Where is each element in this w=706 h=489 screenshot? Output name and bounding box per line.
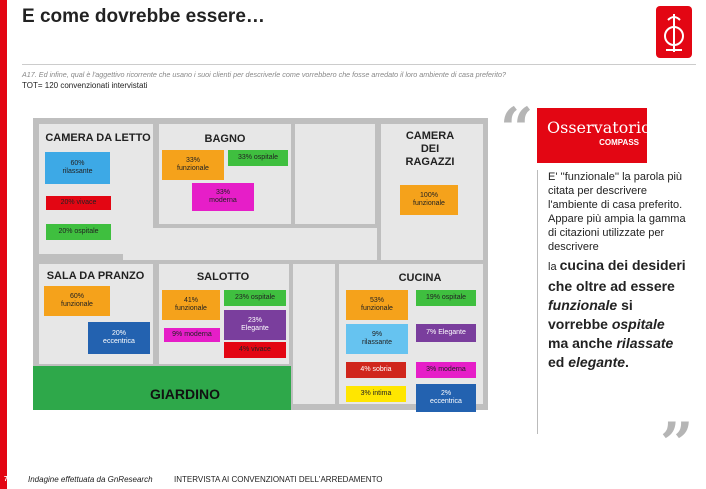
hl-e: ospitale xyxy=(611,316,665,332)
label-bagno-moderna: 33% moderna xyxy=(192,183,254,211)
label-camera-rilassante: 60% rilassante xyxy=(45,152,110,184)
sample-size: TOT= 120 convenzionati intervistati xyxy=(22,81,148,90)
hl-j: . xyxy=(625,354,629,370)
page-title: E come dovrebbe essere… xyxy=(22,6,265,27)
label-salotto-ospitale: 23% ospitale xyxy=(224,290,286,306)
label-camera-ospitale: 20% ospitale xyxy=(46,224,111,240)
hl-a: la xyxy=(548,261,560,273)
footer-source: Indagine effettuata da GnResearch xyxy=(28,475,153,484)
room-name-camera-da-letto: CAMERA DA LETTO xyxy=(45,132,151,144)
hl-f: ma anche xyxy=(548,335,617,351)
label-salotto-elegante: 23% Elegante xyxy=(224,310,286,340)
title-divider xyxy=(22,64,696,65)
osservatorio-subtitle: COMPASS xyxy=(599,138,639,147)
close-quote-icon: ” xyxy=(660,410,694,478)
hl-g: rilassate xyxy=(616,335,674,351)
hl-c: funzionale xyxy=(548,297,618,313)
page-number: 7 xyxy=(4,476,8,483)
commentary-highlight xyxy=(548,256,688,372)
osservatorio-title: Osservatorio xyxy=(547,118,651,137)
label-ragazzi-funzionale: 100% funzionale xyxy=(400,185,458,215)
open-quote-icon: “ xyxy=(500,95,534,163)
label-cucina-funzionale: 53% funzionale xyxy=(346,290,408,320)
label-cucina-moderna: 3% moderna xyxy=(416,362,476,378)
footer-subject: INTERVISTA AI CONVENZIONATI DELL'ARREDAMENTO xyxy=(174,475,383,484)
label-salotto-vivace: 4% vivace xyxy=(224,342,286,358)
label-salotto-moderna: 9% moderna xyxy=(164,328,220,342)
brand-logo xyxy=(656,6,692,58)
room-corridor-top xyxy=(295,124,375,224)
label-bagno-ospitale: 33% ospitale xyxy=(228,150,288,166)
hl-d: si vorrebbe xyxy=(548,297,633,332)
commentary-range: Appare più ampia la gamma di citazioni utilizzate per descrivere xyxy=(548,213,686,253)
label-sala-eccentrica: 20% eccentrica xyxy=(88,322,150,354)
osservatorio-logo xyxy=(537,108,651,163)
survey-question: A17. Ed infine, qual è l'aggettivo ricorrente che usano i suoi clienti per descriverle come vorrebbero che fosse arredato il loro ambiente di casa preferito? xyxy=(22,70,506,79)
label-cucina-eccentrica: 2% eccentrica xyxy=(416,384,476,412)
left-accent-bar xyxy=(0,0,7,489)
commentary-intro: E' ''funzionale'' la parola più citata per descrivere l'ambiente di casa preferito. xyxy=(548,171,683,211)
commentary xyxy=(548,170,688,372)
label-cucina-elegante: 7% Elegante xyxy=(416,324,476,342)
text-divider xyxy=(537,170,538,434)
room-hall xyxy=(293,264,335,404)
camera-ragazzi-line: CAMERA DEI RAGAZZI xyxy=(405,130,455,168)
room-name-salotto: SALOTTO xyxy=(196,271,250,283)
hl-b: cucina dei desideri che oltre ad essere xyxy=(548,257,686,294)
room-name-sala-da-pranzo: SALA DA PRANZO xyxy=(46,270,145,282)
room-corridor xyxy=(123,228,377,260)
label-bagno-funzionale: 33% funzionale xyxy=(162,150,224,180)
label-cucina-sobria: 4% sobria xyxy=(346,362,406,378)
label-cucina-ospitale: 19% ospitale xyxy=(416,290,476,306)
room-name-bagno: BAGNO xyxy=(204,133,246,145)
label-cucina-rilassante: 9% rilassante xyxy=(346,324,408,354)
room-name-cucina: CUCINA xyxy=(398,272,442,284)
label-salotto-funzionale: 41% funzionale xyxy=(162,290,220,320)
room-name-camera-ragazzi xyxy=(390,130,470,169)
logo-symbol-icon xyxy=(656,6,692,58)
label-sala-funzionale: 60% funzionale xyxy=(44,286,110,316)
room-name-giardino: GIARDINO xyxy=(150,386,220,402)
label-cucina-intima: 3% intima xyxy=(346,386,406,402)
hl-i: elegante xyxy=(568,354,626,370)
hl-h: ed xyxy=(548,354,569,370)
label-camera-vivace: 20% vivace xyxy=(46,196,111,210)
